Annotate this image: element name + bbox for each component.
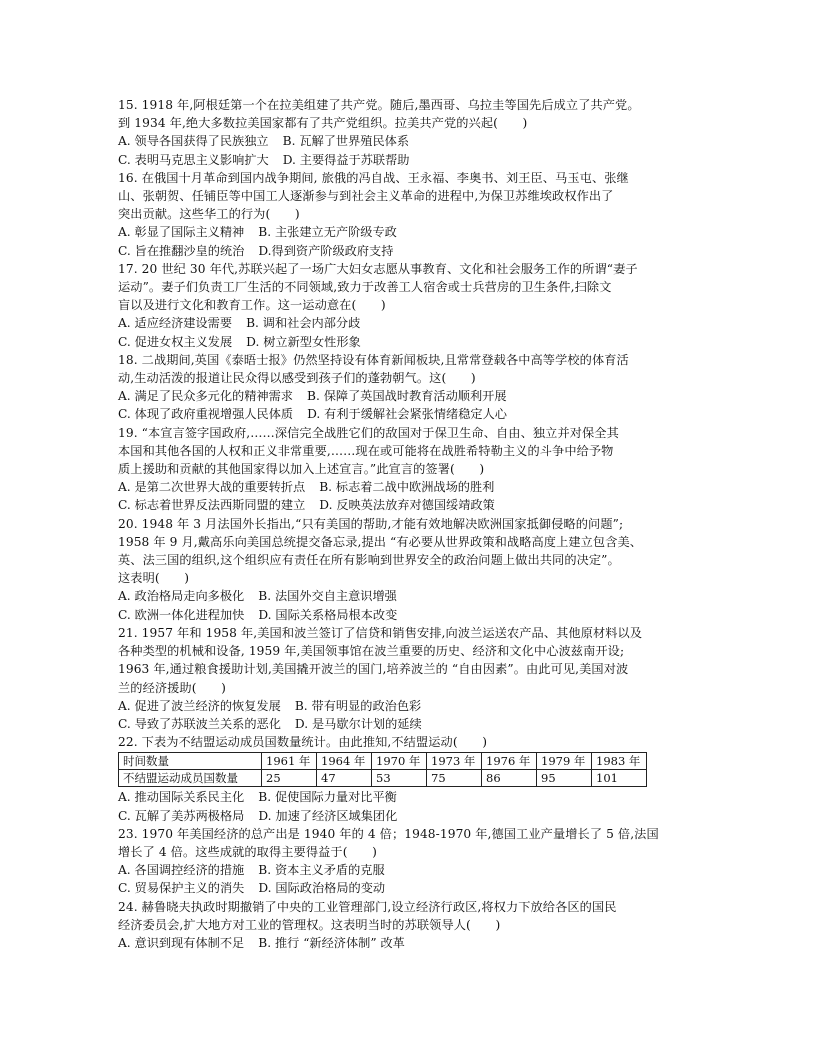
question-stem-line: 19. “本宣言签字国政府,……深信完全战胜它们的敌国对于保卫生命、自由、独立并对保全其 — [118, 425, 619, 440]
table-count-cell: 86 — [482, 770, 537, 787]
option-row — [118, 606, 708, 624]
answer-option[interactable]: B. 推行 “新经济体制” 改革 — [258, 935, 405, 950]
option-row — [118, 587, 708, 605]
table-count-cell: 53 — [372, 770, 427, 787]
table-count-cell: 95 — [537, 770, 592, 787]
option-row — [118, 879, 708, 897]
table-year-cell: 1964 年 — [317, 753, 372, 770]
answer-option[interactable]: B. 主张建立无产阶级专政 — [258, 225, 397, 240]
question-stem-line: 突出贡献。这些华工的行为( ) — [118, 207, 300, 222]
answer-option[interactable]: D. 国际政治格局的变动 — [258, 881, 386, 896]
table-count-cell: 25 — [262, 770, 317, 787]
table-year-cell: 1983 年 — [592, 753, 647, 770]
answer-option[interactable]: A. 意识到现有体制不足 — [118, 935, 245, 950]
question-15 — [118, 96, 708, 169]
table-year-cell: 1976 年 — [482, 753, 537, 770]
answer-option[interactable]: D.得到资产阶级政府支持 — [258, 243, 394, 258]
option-row — [118, 788, 708, 806]
table-row-label: 不结盟运动成员国数量 — [119, 770, 262, 787]
option-row — [118, 715, 708, 733]
answer-option[interactable]: D. 加速了经济区域集团化 — [258, 808, 398, 823]
question-stem-line: 18. 二战期间,英国《泰晤士报》仍然坚持设有体育新闻板块,且常常登载各中高等学校的体育活 — [118, 352, 629, 367]
question-18 — [118, 351, 708, 424]
option-row — [118, 697, 708, 715]
question-stem-line: 增长了 4 倍。这些成就的取得主要得益于( ) — [118, 844, 377, 859]
option-row — [118, 934, 708, 952]
table-year-cell: 1979 年 — [537, 753, 592, 770]
question-stem-line: 各种类型的机械和设备, 1959 年,美国领事馆在波兰重要的历史、经济和文化中心波兹南开设; — [118, 644, 625, 659]
answer-option[interactable]: D. 树立新型女性形象 — [246, 334, 361, 349]
answer-option[interactable]: D. 国际关系格局根本改变 — [258, 607, 398, 622]
answer-option[interactable]: A. 领导各国获得了民族独立 — [118, 134, 269, 149]
question-stem-line: 22. 下表为不结盟运动成员国数量统计。由此推知,不结盟运动( ) — [118, 735, 488, 750]
answer-option[interactable]: A. 是第二次世界大战的重要转折点 — [118, 480, 306, 495]
question-22 — [118, 733, 708, 825]
answer-option[interactable]: B. 调和社会内部分歧 — [246, 316, 361, 331]
question-17 — [118, 260, 708, 351]
answer-option[interactable]: B. 瓦解了世界殖民体系 — [282, 134, 410, 149]
table-year-cell: 1970 年 — [372, 753, 427, 770]
question-stem-line: 到 1934 年,绝大多数拉美国家都有了共产党组织。拉美共产党的兴起( ) — [118, 116, 528, 131]
answer-option[interactable]: D. 反映英法放弃对德国绥靖政策 — [319, 498, 495, 513]
question-stem-line: 山、张朝贺、任铺臣等中国工人逐渐参与到社会主义革命的进程中,为保卫苏维埃政权作出了 — [118, 189, 614, 204]
option-row — [118, 807, 708, 825]
question-stem-line: 23. 1970 年美国经济的总产出是 1940 年的 4 倍；1948-1970 年,德国工业产量增长了 5 倍,法国 — [118, 826, 659, 841]
question-stem-line: 动,生动活泼的报道让民众得以感受到孩子们的蓬勃朝气。这( ) — [118, 371, 476, 386]
answer-option[interactable]: B. 法国外交自主意识增强 — [258, 589, 397, 604]
question-23 — [118, 825, 708, 898]
table-count-cell: 101 — [592, 770, 647, 787]
option-row — [118, 387, 708, 405]
question-stem-line: 运动”。妻子们负责工厂生活的不同领域,致力于改善工人宿舍或士兵营房的卫生条件,扫除文 — [118, 280, 612, 295]
table-count-cell: 47 — [317, 770, 372, 787]
question-stem-line: 24. 赫鲁晓夫执政时期撤销了中央的工业管理部门,设立经济行政区,将权力下放给各区的国民 — [118, 899, 617, 914]
question-stem-line: 本国和其他各国的人权和正义非常重要,……现在或可能将在战胜希特勒主义的斗争中给予物 — [118, 443, 614, 458]
question-stem-line: 经济委员会,扩大地方对工业的管理权。这表明当时的苏联领导人( ) — [118, 917, 501, 932]
question-19 — [118, 424, 708, 515]
question-stem-line: 1958 年 9 月,戴高乐向美国总统提交备忘录,提出 “有必要从世界政策和战略高度上建立包含美、 — [118, 534, 643, 549]
option-row — [118, 478, 708, 496]
question-stem-line: 15. 1918 年,阿根廷第一个在拉美组建了共产党。随后,墨西哥、乌拉圭等国先后成立了共产党。 — [118, 98, 640, 112]
table-row — [119, 753, 647, 770]
answer-option[interactable]: C. 欧洲一体化进程加快 — [118, 607, 245, 622]
question-stem-line: 这表明( ) — [118, 571, 190, 586]
answer-option[interactable]: A. 各国调控经济的措施 — [118, 863, 245, 878]
answer-option[interactable]: A. 促进了波兰经济的恢复发展 — [118, 698, 281, 713]
member-count-table — [118, 752, 647, 787]
question-stem-line: 质上援助和贡献的其他国家得以加入上述宣言。”此宣言的签署( ) — [118, 462, 485, 477]
answer-option[interactable]: A. 推动国际关系民主化 — [118, 790, 245, 805]
option-row — [118, 405, 708, 423]
question-stem-line: 21. 1957 年和 1958 年,美国和波兰签订了信贷和销售安排,向波兰运送农产品、其他原材料以及 — [118, 625, 643, 640]
answer-option[interactable]: C. 贸易保护主义的消失 — [118, 881, 245, 896]
option-row — [118, 242, 708, 260]
answer-option[interactable]: B. 促使国际力量对比平衡 — [258, 790, 397, 805]
option-row — [118, 132, 708, 150]
table-row — [119, 770, 647, 787]
question-stem-line: 兰的经济援助( ) — [118, 680, 227, 695]
answer-option[interactable]: B. 保障了英国战时教育活动顺利开展 — [307, 389, 507, 404]
answer-option[interactable]: A. 适应经济建设需要 — [118, 316, 233, 331]
question-stem-line: 英、法三国的组织,这个组织应有责任在所有影响到世界安全的政治问题上做出共同的决定”。 — [118, 553, 620, 568]
answer-option[interactable]: C. 瓦解了美苏两极格局 — [118, 808, 245, 823]
option-row — [118, 223, 708, 241]
answer-option[interactable]: C. 标志着世界反法西斯同盟的建立 — [118, 498, 306, 513]
table-year-cell: 1961 年 — [262, 753, 317, 770]
option-row — [118, 861, 708, 879]
question-16 — [118, 169, 708, 260]
question-21 — [118, 624, 708, 733]
option-row — [118, 496, 708, 514]
answer-option[interactable]: B. 带有明显的政治色彩 — [294, 698, 422, 713]
answer-option[interactable]: D. 主要得益于苏联帮助 — [282, 152, 410, 167]
option-row — [118, 151, 708, 169]
answer-option[interactable]: A. 政治格局走向多极化 — [118, 589, 245, 604]
question-stem-line: 1963 年,通过粮食援助计划,美国撬开波兰的国门,培养波兰的 “自由因素”。由此可见,美国对波 — [118, 662, 629, 677]
answer-option[interactable]: B. 标志着二战中欧洲战场的胜利 — [319, 480, 495, 495]
question-24 — [118, 898, 708, 953]
table-year-cell: 1973 年 — [427, 753, 482, 770]
question-stem-line: 20. 1948 年 3 月法国外长指出,“只有美国的帮助,才能有效地解决欧洲国家抵御侵略的问题”; — [118, 516, 624, 531]
answer-option[interactable]: C. 体现了政府重视增强人民体质 — [118, 407, 294, 422]
answer-option[interactable]: C. 旨在推翻沙皇的统治 — [118, 243, 245, 258]
answer-option[interactable]: D. 是马歇尔计划的延续 — [294, 716, 422, 731]
table-count-cell: 75 — [427, 770, 482, 787]
option-row — [118, 314, 708, 332]
question-stem-line: 17. 20 世纪 30 年代,苏联兴起了一场广大妇女志愿从事教育、文化和社会服务工作的所谓“妻子 — [118, 261, 638, 276]
table-header-label: 时间数量 — [119, 753, 262, 770]
question-stem-line: 16. 在俄国十月革命到国内战争期间, 旅俄的冯自战、王永福、李奥书、刘王臣、马玉屯、张继 — [118, 170, 629, 185]
answer-option[interactable]: B. 资本主义矛盾的克服 — [258, 863, 385, 878]
option-row — [118, 333, 708, 351]
question-stem-line: 盲以及进行文化和教育工作。这一运动意在( ) — [118, 298, 386, 313]
answer-option[interactable]: D. 有利于缓解社会紧张情绪稳定人心 — [307, 407, 507, 422]
answer-option[interactable]: A. 彰显了国际主义精神 — [118, 225, 245, 240]
answer-option[interactable]: C. 促进女权主义发展 — [118, 334, 233, 349]
answer-option[interactable]: C. 表明马克思主义影响扩大 — [118, 152, 269, 167]
exam-page — [118, 96, 708, 952]
answer-option[interactable]: A. 满足了民众多元化的精神需求 — [118, 389, 293, 404]
question-20 — [118, 515, 708, 624]
answer-option[interactable]: C. 导致了苏联波兰关系的恶化 — [118, 716, 281, 731]
